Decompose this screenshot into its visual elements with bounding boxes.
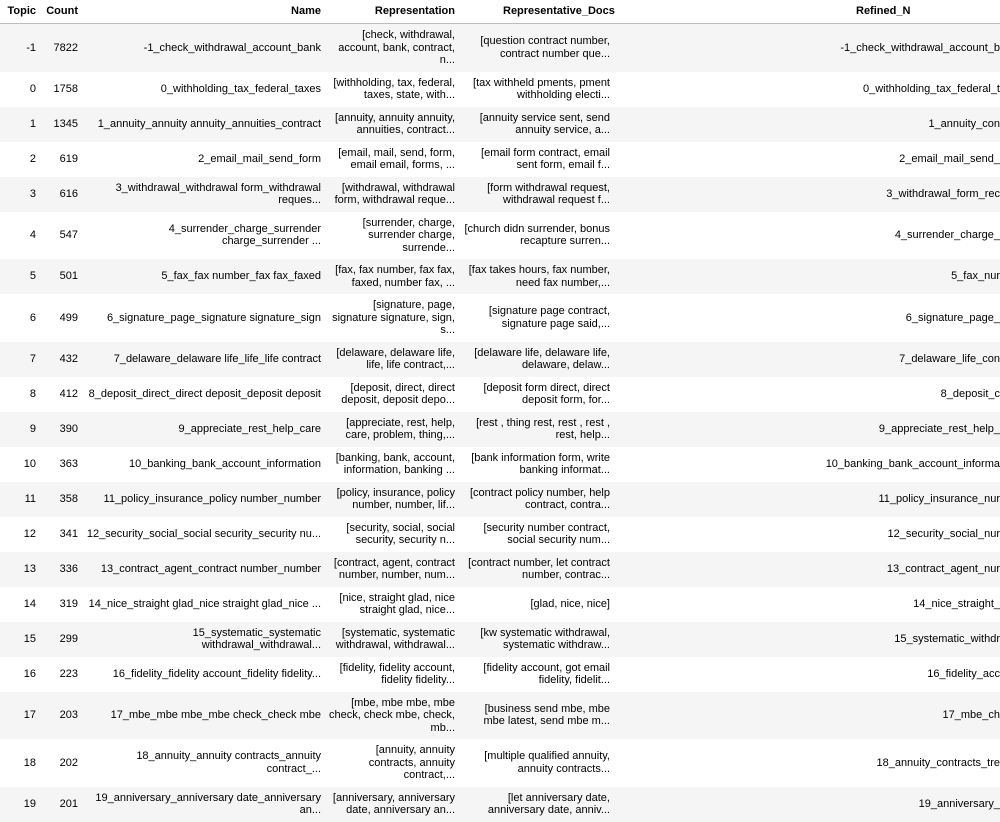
name-cell: 9_appreciate_rest_help_care <box>178 422 321 435</box>
name-cell: 19_anniversary_anniversary date_anniversary an... <box>95 791 321 816</box>
representative-docs-cell: [let anniversary date, anniversary date, anniv... <box>487 791 610 816</box>
topic-cell: 10 <box>23 457 36 470</box>
table-row <box>0 657 1000 692</box>
count-cell: 390 <box>59 422 78 435</box>
representative-docs-cell: [annuity service sent, send annuity service, a... <box>479 111 610 136</box>
count-cell: 336 <box>59 562 78 575</box>
refined-name-cell: -1_check_withdrawal_account_b <box>840 41 1000 54</box>
representative-docs-cell: [delaware life, delaware life, delaware, delaw... <box>474 346 610 371</box>
representation-cell: [appreciate, rest, help, care, problem, thing,... <box>345 416 455 441</box>
name-cell: 8_deposit_direct_direct deposit_deposit deposit <box>88 387 321 400</box>
count-cell: 203 <box>59 709 78 721</box>
representation-cell: [surrender, charge, surrender charge, surrende... <box>362 216 455 254</box>
representation-cell: [security, social, social security, security n... <box>346 521 455 546</box>
name-cell: 6_signature_page_signature signature_sign <box>106 311 321 324</box>
name-cell: 12_security_social_social security_security nu... <box>86 527 321 540</box>
representative-docs-cell: [form withdrawal request, withdrawal request f... <box>487 181 610 206</box>
count-cell: 7822 <box>53 41 78 54</box>
representation-cell: [contract, agent, contract number, number, num... <box>333 556 455 581</box>
table-row <box>0 482 1000 517</box>
refined-name-cell: 15_systematic_withdr <box>894 632 1000 645</box>
refined-name-cell: 8_deposit_c <box>940 387 1000 400</box>
refined-name-cell: 12_security_social_nur <box>887 527 1000 540</box>
count-cell: 341 <box>59 527 78 540</box>
table-row <box>0 517 1000 552</box>
representation-cell: [mbe, mbe mbe, mbe check, check mbe, check, mb... <box>329 696 455 734</box>
name-cell: 4_surrender_charge_surrender charge_surrender ... <box>168 222 321 248</box>
refined-name-cell: 2_email_mail_send_ <box>899 152 1000 165</box>
representation-cell: [delaware, delaware life, life, life contract,... <box>336 346 455 371</box>
representative-docs-cell: [rest , thing rest, rest , rest , rest, help... <box>476 416 610 441</box>
representation-cell: [nice, straight glad, nice straight glad, nice... <box>339 591 455 616</box>
table-row <box>0 552 1000 587</box>
topic-cell: 16 <box>23 667 36 680</box>
refined-name-cell: 17_mbe_ch <box>942 709 1000 721</box>
refined-name-cell: 1_annuity_con <box>928 117 1000 130</box>
count-cell: 547 <box>59 229 78 241</box>
count-cell: 412 <box>59 387 78 400</box>
count-cell: 1345 <box>53 117 78 130</box>
name-cell: 7_delaware_delaware life_life_life contract <box>113 352 321 365</box>
topic-cell: 3 <box>29 187 36 200</box>
topic-cell: 13 <box>23 562 36 575</box>
name-cell: 16_fidelity_fidelity account_fidelity fidelity... <box>112 667 321 680</box>
refined-name-cell: 10_banking_bank_account_informa <box>825 457 1000 470</box>
topic-cell: 1 <box>29 117 36 130</box>
topic-cell: 14 <box>23 597 36 610</box>
topic-cell: 6 <box>29 311 36 324</box>
table-row <box>0 259 1000 294</box>
name-cell: 1_annuity_annuity annuity_annuities_contract <box>97 117 321 130</box>
count-cell: 616 <box>59 187 78 200</box>
refined-name-cell: 11_policy_insurance_nur <box>878 492 1000 505</box>
count-cell: 358 <box>59 492 78 505</box>
count-cell: 1758 <box>53 82 78 95</box>
refined-name-cell: 18_annuity_contracts_tre <box>876 756 1000 769</box>
representative-docs-cell: [signature page contract, signature page said,... <box>488 305 610 330</box>
count-cell: 432 <box>59 352 78 365</box>
topic-cell: 18 <box>23 756 36 769</box>
table-row <box>0 177 1000 212</box>
representation-cell: [fidelity, fidelity account, fidelity fidelity... <box>339 661 455 686</box>
count-cell: 501 <box>59 270 78 283</box>
count-cell: 499 <box>59 311 78 324</box>
topic-cell: 7 <box>29 352 36 365</box>
name-cell: 14_nice_straight glad_nice straight glad_nice ... <box>88 597 321 610</box>
representation-cell: [systematic, systematic withdrawal, withdrawal... <box>335 626 455 651</box>
representative-docs-cell: [contract number, let contract number, contrac... <box>468 556 610 581</box>
representation-cell: [withdrawal, withdrawal form, withdrawal reque... <box>334 181 455 206</box>
representation-cell: [annuity, annuity annuity, annuities, contract... <box>334 111 455 136</box>
representative-docs-cell: [fidelity account, got email fidelity, fidelit... <box>483 661 610 686</box>
table-row <box>0 587 1000 622</box>
count-cell: 223 <box>59 667 78 680</box>
representative-docs-cell: [glad, nice, nice] <box>530 597 610 610</box>
representative-docs-cell: [kw systematic withdrawal, systematic withdraw... <box>480 626 610 651</box>
representative-docs-cell: [bank information form, write banking informat... <box>471 451 610 476</box>
count-cell: 299 <box>59 632 78 645</box>
table-row <box>0 24 1000 72</box>
topic-cell: 12 <box>23 527 36 540</box>
topic-cell: -1 <box>26 41 36 54</box>
table-row <box>0 72 1000 107</box>
name-cell: 0_withholding_tax_federal_taxes <box>160 82 321 95</box>
representative-docs-cell: [contract policy number, help contract, contra... <box>469 486 610 511</box>
topic-cell: 15 <box>23 632 36 645</box>
topic-cell: 19 <box>23 797 36 810</box>
column-header-name: Name <box>82 0 325 24</box>
count-cell: 202 <box>59 756 78 769</box>
name-cell: 10_banking_bank_account_information <box>128 457 321 470</box>
representative-docs-cell: [church didn surrender, bonus recapture surren... <box>464 222 610 248</box>
table-row <box>0 142 1000 177</box>
representation-cell: [policy, insurance, policy number, number, lif... <box>336 486 455 511</box>
refined-name-cell: 6_signature_page_ <box>905 311 1000 324</box>
topic-cell: 0 <box>29 82 36 95</box>
column-header-representative-docs: Representative_Docs <box>459 0 614 24</box>
table-row <box>0 294 1000 342</box>
representation-cell: [withholding, tax, federal, taxes, state, with... <box>333 76 455 101</box>
table-row <box>0 447 1000 482</box>
name-cell: 2_email_mail_send_form <box>198 152 321 165</box>
representative-docs-cell: [multiple qualified annuity, annuity contracts... <box>484 750 610 775</box>
table-row <box>0 412 1000 447</box>
representative-docs-cell: [business send mbe, mbe mbe latest, send mbe m... <box>483 702 610 728</box>
topic-cell: 11 <box>24 492 36 505</box>
refined-name-cell: 5_fax_nur <box>951 270 1000 283</box>
representative-docs-cell: [fax takes hours, fax number, need fax number,... <box>468 264 610 289</box>
name-cell: 15_systematic_systematic withdrawal_withdrawal... <box>192 626 321 651</box>
name-cell: 5_fax_fax number_fax fax_faxed <box>161 270 321 283</box>
representation-cell: [banking, bank, account, information, banking ... <box>335 451 455 476</box>
representation-cell: [deposit, direct, direct deposit, deposit depo... <box>341 381 455 406</box>
count-cell: 201 <box>59 797 78 810</box>
column-header-representation: Representation <box>325 0 459 24</box>
column-header-count: Count <box>40 0 82 24</box>
header-row <box>0 0 1000 24</box>
refined-name-cell: 13_contract_agent_nur <box>886 562 1000 575</box>
refined-name-cell: 4_surrender_charge_ <box>894 229 1000 241</box>
refined-name-cell: 3_withdrawal_form_rec <box>886 187 1000 200</box>
table-row <box>0 622 1000 657</box>
table-row <box>0 342 1000 377</box>
representation-cell: [fax, fax number, fax fax, faxed, number fax, ... <box>335 264 455 289</box>
table-row <box>0 377 1000 412</box>
representative-docs-cell: [email form contract, email sent form, email f... <box>481 146 610 171</box>
representation-cell: [anniversary, anniversary date, anniversary an... <box>332 791 455 816</box>
count-cell: 619 <box>59 152 78 165</box>
refined-name-cell: 14_nice_straight_ <box>913 597 1000 610</box>
topic-cell: 8 <box>29 387 36 400</box>
column-header-topic: Topic <box>0 0 40 24</box>
name-cell: 3_withdrawal_withdrawal form_withdrawal reques... <box>115 181 321 206</box>
refined-name-cell: 16_fidelity_acc <box>927 667 1000 680</box>
representation-cell: [check, withdrawal, account, bank, contract, n... <box>338 29 455 66</box>
table-row <box>0 107 1000 142</box>
name-cell: -1_check_withdrawal_account_bank <box>143 41 321 54</box>
representation-cell: [email, mail, send, form, email email, forms, ... <box>338 146 455 171</box>
table-row <box>0 212 1000 260</box>
name-cell: 18_annuity_annuity contracts_annuity contract_... <box>136 750 321 775</box>
topic-cell: 4 <box>29 229 36 241</box>
count-cell: 319 <box>59 597 78 610</box>
column-header-refined-name: Refined_N <box>614 0 1000 24</box>
representation-cell: [signature, page, signature signature, sign, s... <box>332 299 455 336</box>
table-row <box>0 692 1000 740</box>
representative-docs-cell: [deposit form direct, direct deposit form, for... <box>483 381 610 406</box>
refined-name-cell: 0_withholding_tax_federal_t <box>863 82 1000 95</box>
refined-name-cell: 7_delaware_life_con <box>899 352 1000 365</box>
representative-docs-cell: [tax withheld pments, pment withholding electi... <box>473 76 610 101</box>
table-row <box>0 787 1000 822</box>
refined-name-cell: 19_anniversary_ <box>918 797 1000 810</box>
table-row <box>0 739 1000 787</box>
representative-docs-cell: [security number contract, social security num... <box>483 521 610 546</box>
representation-cell: [annuity, annuity contracts, annuity contract,... <box>368 744 455 781</box>
name-cell: 17_mbe_mbe mbe_mbe check_check mbe <box>110 709 321 721</box>
topic-cell: 2 <box>29 152 36 165</box>
topic-cell: 5 <box>29 270 36 283</box>
refined-name-cell: 9_appreciate_rest_help_ <box>878 422 1000 435</box>
representative-docs-cell: [question contract number, contract number que... <box>480 35 610 60</box>
name-cell: 13_contract_agent_contract number_number <box>100 562 321 575</box>
topic-cell: 9 <box>29 422 36 435</box>
count-cell: 363 <box>59 457 78 470</box>
topic-cell: 17 <box>23 709 36 721</box>
name-cell: 11_policy_insurance_policy number_number <box>103 492 321 505</box>
